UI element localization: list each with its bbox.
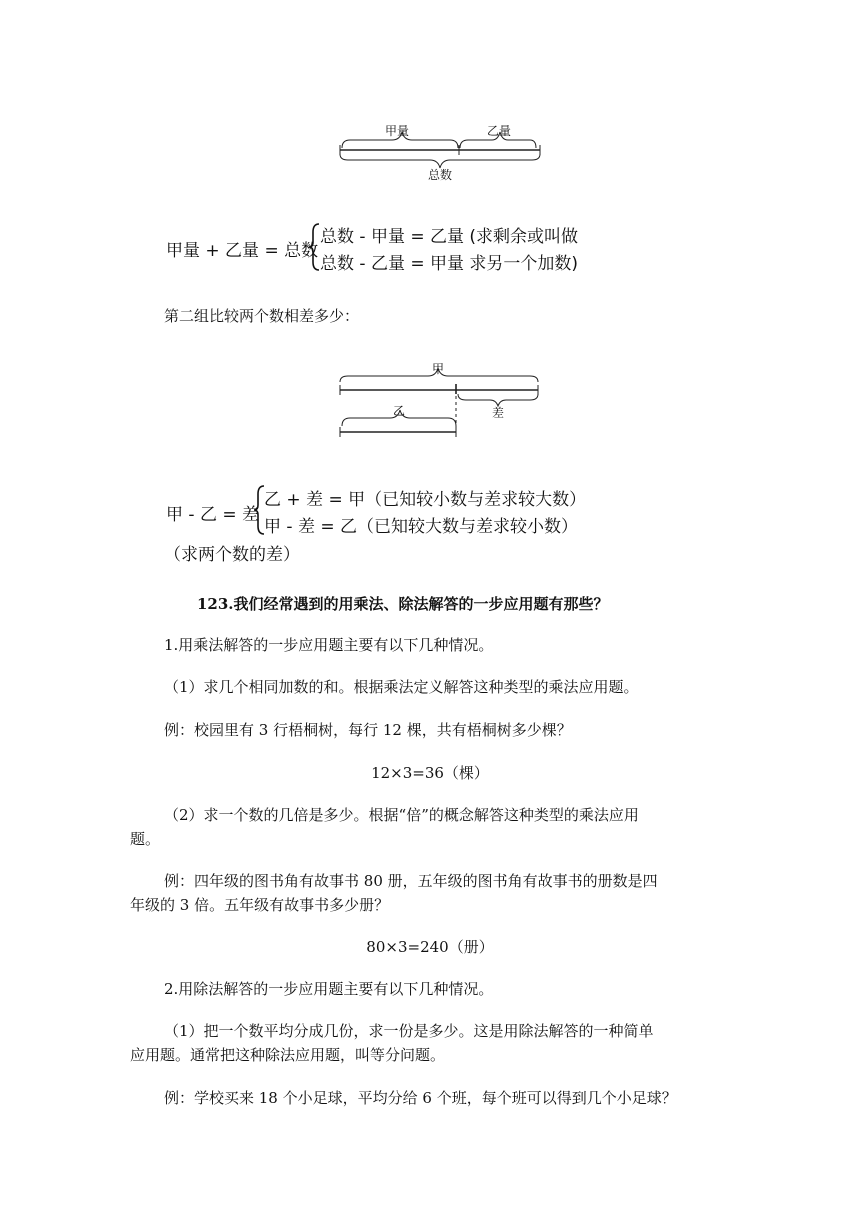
- diff-formula-line1: 乙 + 差 = 甲（已知较小数与差求较大数）: [264, 490, 587, 510]
- sum-label-total: 总数: [428, 168, 453, 182]
- question-123-heading: 123.我们经常遇到的用乘法、除法解答的一步应用题有那些？: [197, 595, 609, 613]
- diff-formula-note: （求两个数的差）: [164, 545, 300, 565]
- paragraph-case-2-line2: 题。: [130, 830, 161, 848]
- sum-label-a: 甲量: [385, 124, 410, 138]
- paragraph-division-case-1-line1: （1）把一个数平均分成几份，求一份是多少。这是用除法解答的一种简单: [164, 1022, 654, 1040]
- paragraph-case-2-line1: （2）求一个数的几倍是多少。根据“倍”的概念解答这种类型的乘法应用: [164, 806, 639, 824]
- paragraph-division-intro: 2.用除法解答的一步应用题主要有以下几种情况。: [164, 980, 494, 998]
- sum-formula-lhs: 甲量 + 乙量 = 总数: [166, 241, 319, 261]
- example-1: 例：校园里有 3 行梧桐树，每行 12 棵，共有梧桐树多少棵？: [164, 721, 572, 739]
- equation-2: 80×3=240（册）: [366, 938, 494, 956]
- section2-intro: 第二组比较两个数相差多少：: [164, 307, 360, 325]
- paragraph-case-1: （1）求几个相同加数的和。根据乘法定义解答这种类型的乘法应用题。: [164, 678, 639, 696]
- equation-1: 12×3=36（棵）: [371, 764, 489, 782]
- diff-formula-line2: 甲 - 差 = 乙（已知较大数与差求较小数）: [264, 517, 578, 537]
- sum-formula-line2: 总数 - 乙量 = 甲量 求另一个加数): [320, 254, 579, 274]
- diff-label-b: 乙: [393, 404, 406, 418]
- sum-formula-line1: 总数 - 甲量 = 乙量 (求剩余或叫做: [320, 227, 579, 247]
- paragraph-division-case-1-line2: 应用题。通常把这种除法应用题，叫等分问题。: [130, 1046, 446, 1064]
- sum-label-b: 乙量: [487, 124, 512, 138]
- diff-formula-lhs: 甲 - 乙 = 差: [166, 505, 259, 525]
- paragraph-multiplication-intro: 1.用乘法解答的一步应用题主要有以下几种情况。: [164, 636, 494, 654]
- example-3: 例：学校买来 18 个小足球，平均分给 6 个班，每个班可以得到几个小足球？: [164, 1089, 677, 1107]
- diff-label-diff: 差: [492, 406, 505, 420]
- diff-label-a: 甲: [432, 362, 445, 376]
- sum-formula-brace: [308, 222, 320, 272]
- example-2-line1: 例：四年级的图书角有故事书 80 册，五年级的图书角有故事书的册数是四: [164, 872, 658, 890]
- example-2-line2: 年级的 3 倍。五年级有故事书多少册？: [130, 896, 390, 914]
